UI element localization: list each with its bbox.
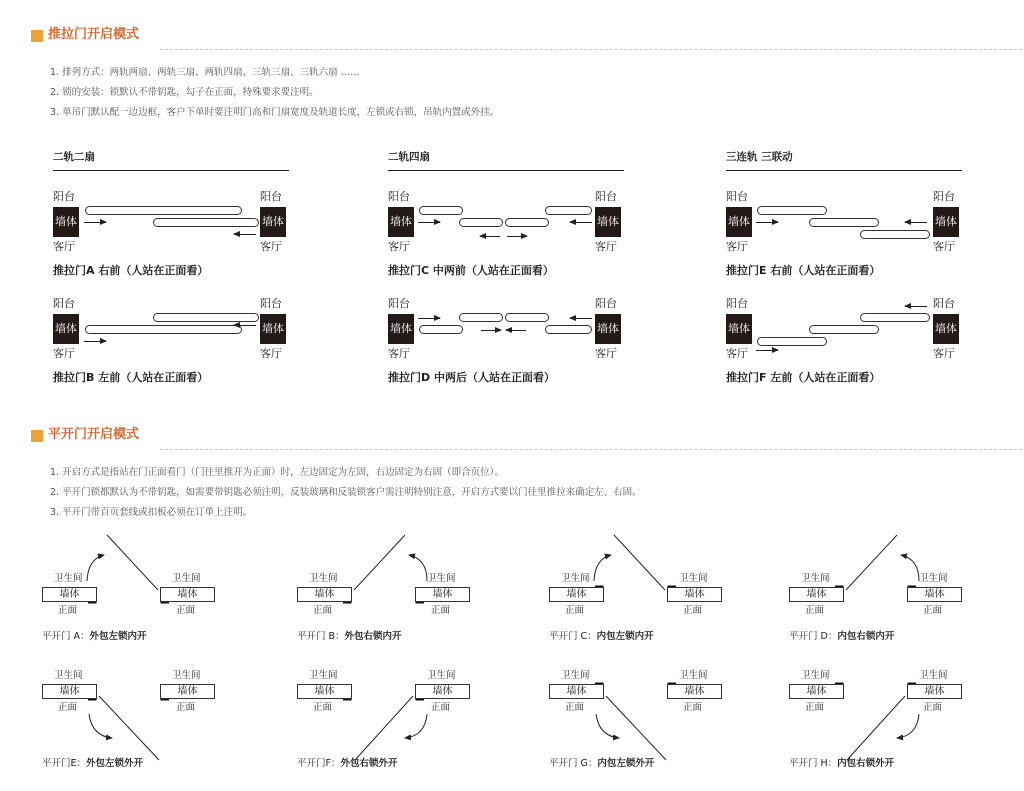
door-leaf-line <box>354 535 405 590</box>
living-room-label-right: 客厅 <box>260 347 282 360</box>
front-label-left: 正面 <box>313 605 333 616</box>
wall-box-left: 墙体 <box>789 684 844 699</box>
door-leaf-line <box>846 535 897 590</box>
swing-caption <box>549 758 654 770</box>
wall-block-right: 墙体 <box>260 207 286 237</box>
wall-block-left: 墙体 <box>726 314 752 344</box>
front-label-right: 正面 <box>923 605 943 616</box>
swing-caption-prefix: 平开门 H： <box>789 758 838 769</box>
bathroom-label-right: 卫生间 <box>679 573 708 584</box>
living-room-label-left: 客厅 <box>388 240 410 253</box>
balcony-label-left: 阳台 <box>388 297 410 310</box>
wall-box-left: 墙体 <box>549 684 604 699</box>
wall-box-right: 墙体 <box>415 684 470 699</box>
wall-block-right: 墙体 <box>595 207 621 237</box>
swing-caption-prefix: 平开门 B： <box>297 631 345 642</box>
balcony-label-right: 阳台 <box>933 297 955 310</box>
living-room-label-right: 客厅 <box>595 240 617 253</box>
wall-block-left: 墙体 <box>388 314 414 344</box>
wall-box-left: 墙体 <box>42 587 97 602</box>
living-room-label-right: 客厅 <box>933 240 955 253</box>
swing-caption-desc: 内包左锁内开 <box>596 631 654 642</box>
front-label-left: 正面 <box>58 605 78 616</box>
bathroom-label-left: 卫生间 <box>561 670 590 681</box>
swing-caption-prefix: 平开门F： <box>297 758 341 769</box>
living-room-label-left: 客厅 <box>388 347 410 360</box>
living-room-label-left: 客厅 <box>53 240 75 253</box>
swing-note: 1. 开启方式是指站在门正面看门（门往里推开为正面）时，左边固定为左固，右边固定为右固（即合页位）。 <box>50 467 504 478</box>
swing-caption <box>42 631 147 643</box>
swing-caption-prefix: 平开门E： <box>42 758 87 769</box>
living-room-label-right: 客厅 <box>595 347 617 360</box>
swing-arrow-icon <box>594 555 611 581</box>
front-label-left: 正面 <box>565 605 585 616</box>
balcony-label-right: 阳台 <box>595 190 617 203</box>
living-room-label-right: 客厅 <box>933 347 955 360</box>
swing-arrow-icon <box>409 555 427 581</box>
swing-caption-prefix: 平开门 C： <box>549 631 597 642</box>
group-title: 三连轨 三联动 <box>726 151 793 163</box>
balcony-label-left: 阳台 <box>726 297 748 310</box>
sliding-note: 3. 单吊门默认配一边边框，客户下单时要注明门高和门扇宽度及轨道长度，左锁或右锁，吊轨内置或外挂。 <box>50 107 500 118</box>
front-label-right: 正面 <box>683 702 703 713</box>
wall-box-right: 墙体 <box>907 684 962 699</box>
balcony-label-left: 阳台 <box>53 190 75 203</box>
wall-box-left: 墙体 <box>789 587 844 602</box>
swing-caption <box>789 631 894 643</box>
swing-arrow-icon <box>901 555 919 581</box>
swing-arrow-icon <box>87 555 104 581</box>
swing-caption <box>42 758 143 770</box>
bathroom-label-right: 卫生间 <box>919 670 948 681</box>
swing-caption-desc: 内包左锁外开 <box>597 758 655 769</box>
front-label-right: 正面 <box>431 605 451 616</box>
swing-caption-desc: 外包右锁内开 <box>344 631 402 642</box>
group-title: 二轨二扇 <box>53 151 95 163</box>
balcony-label-right: 阳台 <box>260 190 282 203</box>
swing-caption <box>297 631 402 643</box>
balcony-label-right: 阳台 <box>595 297 617 310</box>
wall-box-left: 墙体 <box>42 684 97 699</box>
bathroom-label-left: 卫生间 <box>561 573 590 584</box>
section-title-swing: 平开门开启模式 <box>48 427 140 442</box>
wall-box-right: 墙体 <box>667 684 722 699</box>
bathroom-label-right: 卫生间 <box>172 670 201 681</box>
wall-box-right: 墙体 <box>907 587 962 602</box>
swing-caption-desc: 外包右锁外开 <box>340 758 398 769</box>
bathroom-label-right: 卫生间 <box>679 670 708 681</box>
swing-arrow-icon <box>596 714 619 738</box>
front-label-right: 正面 <box>683 605 703 616</box>
wall-block-right: 墙体 <box>933 207 959 237</box>
wall-block-right: 墙体 <box>933 314 959 344</box>
wall-box-right: 墙体 <box>667 587 722 602</box>
diagram-caption: 推拉门D 中两后（人站在正面看） <box>388 371 555 384</box>
swing-arrow-icon <box>897 714 919 738</box>
front-label-left: 正面 <box>565 702 585 713</box>
door-leaf-line <box>99 696 159 760</box>
wall-box-left: 墙体 <box>549 587 604 602</box>
diagram-caption: 推拉门B 左前（人站在正面看） <box>53 371 209 384</box>
door-leaf-line <box>107 535 158 590</box>
wall-box-right: 墙体 <box>415 587 470 602</box>
diagram-caption: 推拉门F 左前（人站在正面看） <box>726 371 881 384</box>
wall-block-left: 墙体 <box>53 207 79 237</box>
wall-box-right: 墙体 <box>160 684 215 699</box>
sliding-note: 1. 排列方式：两轨两扇、两轨三扇、两轨四扇、三轨三扇、三轨六扇 …… <box>50 67 360 78</box>
front-label-left: 正面 <box>58 702 78 713</box>
diagram-caption: 推拉门E 右前（人站在正面看） <box>726 264 881 277</box>
door-leaf-line <box>614 535 665 590</box>
front-label-left: 正面 <box>805 605 825 616</box>
door-leaf-line <box>606 696 666 760</box>
swing-arrow-icon <box>405 714 427 738</box>
bathroom-label-right: 卫生间 <box>172 573 201 584</box>
group-title: 二轨四扇 <box>388 151 430 163</box>
living-room-label-left: 客厅 <box>726 240 748 253</box>
balcony-label-left: 阳台 <box>53 297 75 310</box>
bathroom-label-right: 卫生间 <box>427 573 456 584</box>
bathroom-label-right: 卫生间 <box>427 670 456 681</box>
diagram-caption: 推拉门A 右前（人站在正面看） <box>53 264 209 277</box>
front-label-left: 正面 <box>805 702 825 713</box>
swing-caption-desc: 外包左锁内开 <box>89 631 147 642</box>
bathroom-label-left: 卫生间 <box>54 573 83 584</box>
swing-caption <box>549 631 654 643</box>
bathroom-label-left: 卫生间 <box>801 573 830 584</box>
living-room-label-left: 客厅 <box>726 347 748 360</box>
diagram-caption: 推拉门C 中两前（人站在正面看） <box>388 264 554 277</box>
swing-caption-prefix: 平开门 A： <box>42 631 90 642</box>
bathroom-label-left: 卫生间 <box>309 670 338 681</box>
balcony-label-right: 阳台 <box>260 297 282 310</box>
swing-caption <box>789 758 894 770</box>
wall-box-left: 墙体 <box>297 684 352 699</box>
door-leaf-line <box>355 696 413 760</box>
bathroom-label-left: 卫生间 <box>54 670 83 681</box>
swing-caption-desc: 外包左锁外开 <box>86 758 144 769</box>
wall-block-left: 墙体 <box>53 314 79 344</box>
swing-caption-prefix: 平开门 D： <box>789 631 838 642</box>
bathroom-label-left: 卫生间 <box>309 573 338 584</box>
balcony-label-left: 阳台 <box>388 190 410 203</box>
swing-caption <box>297 758 397 770</box>
swing-note: 3. 平开门带百页套线或扣板必须在订单上注明。 <box>50 507 253 518</box>
balcony-label-left: 阳台 <box>726 190 748 203</box>
front-label-right: 正面 <box>431 702 451 713</box>
swing-caption-desc: 内包右锁内开 <box>837 631 895 642</box>
front-label-left: 正面 <box>313 702 333 713</box>
living-room-label-left: 客厅 <box>53 347 75 360</box>
living-room-label-right: 客厅 <box>260 240 282 253</box>
swing-note: 2. 平开门锁都默认为不带钥匙，如需要带钥匙必须注明，反装玻璃和反装锁客户需注明特别注意，开启方式要以门往里推拉来确定左、右固。 <box>50 487 642 498</box>
front-label-right: 正面 <box>176 605 196 616</box>
swing-arrow-icon <box>89 714 112 738</box>
door-leaf-line <box>847 696 905 760</box>
wall-block-right: 墙体 <box>260 314 286 344</box>
front-label-right: 正面 <box>923 702 943 713</box>
wall-block-left: 墙体 <box>726 207 752 237</box>
wall-box-left: 墙体 <box>297 587 352 602</box>
balcony-label-right: 阳台 <box>933 190 955 203</box>
section-title-sliding: 推拉门开启模式 <box>48 27 140 42</box>
swing-caption-desc: 内包右锁外开 <box>837 758 895 769</box>
wall-block-left: 墙体 <box>388 207 414 237</box>
swing-caption-prefix: 平开门 G： <box>549 758 598 769</box>
bathroom-label-right: 卫生间 <box>919 573 948 584</box>
bathroom-label-left: 卫生间 <box>801 670 830 681</box>
wall-box-right: 墙体 <box>160 587 215 602</box>
sliding-note: 2. 锁的安装：锁默认不带钥匙，勾子在正面，特殊要求要注明。 <box>50 87 319 98</box>
front-label-right: 正面 <box>176 702 196 713</box>
wall-block-right: 墙体 <box>595 314 621 344</box>
